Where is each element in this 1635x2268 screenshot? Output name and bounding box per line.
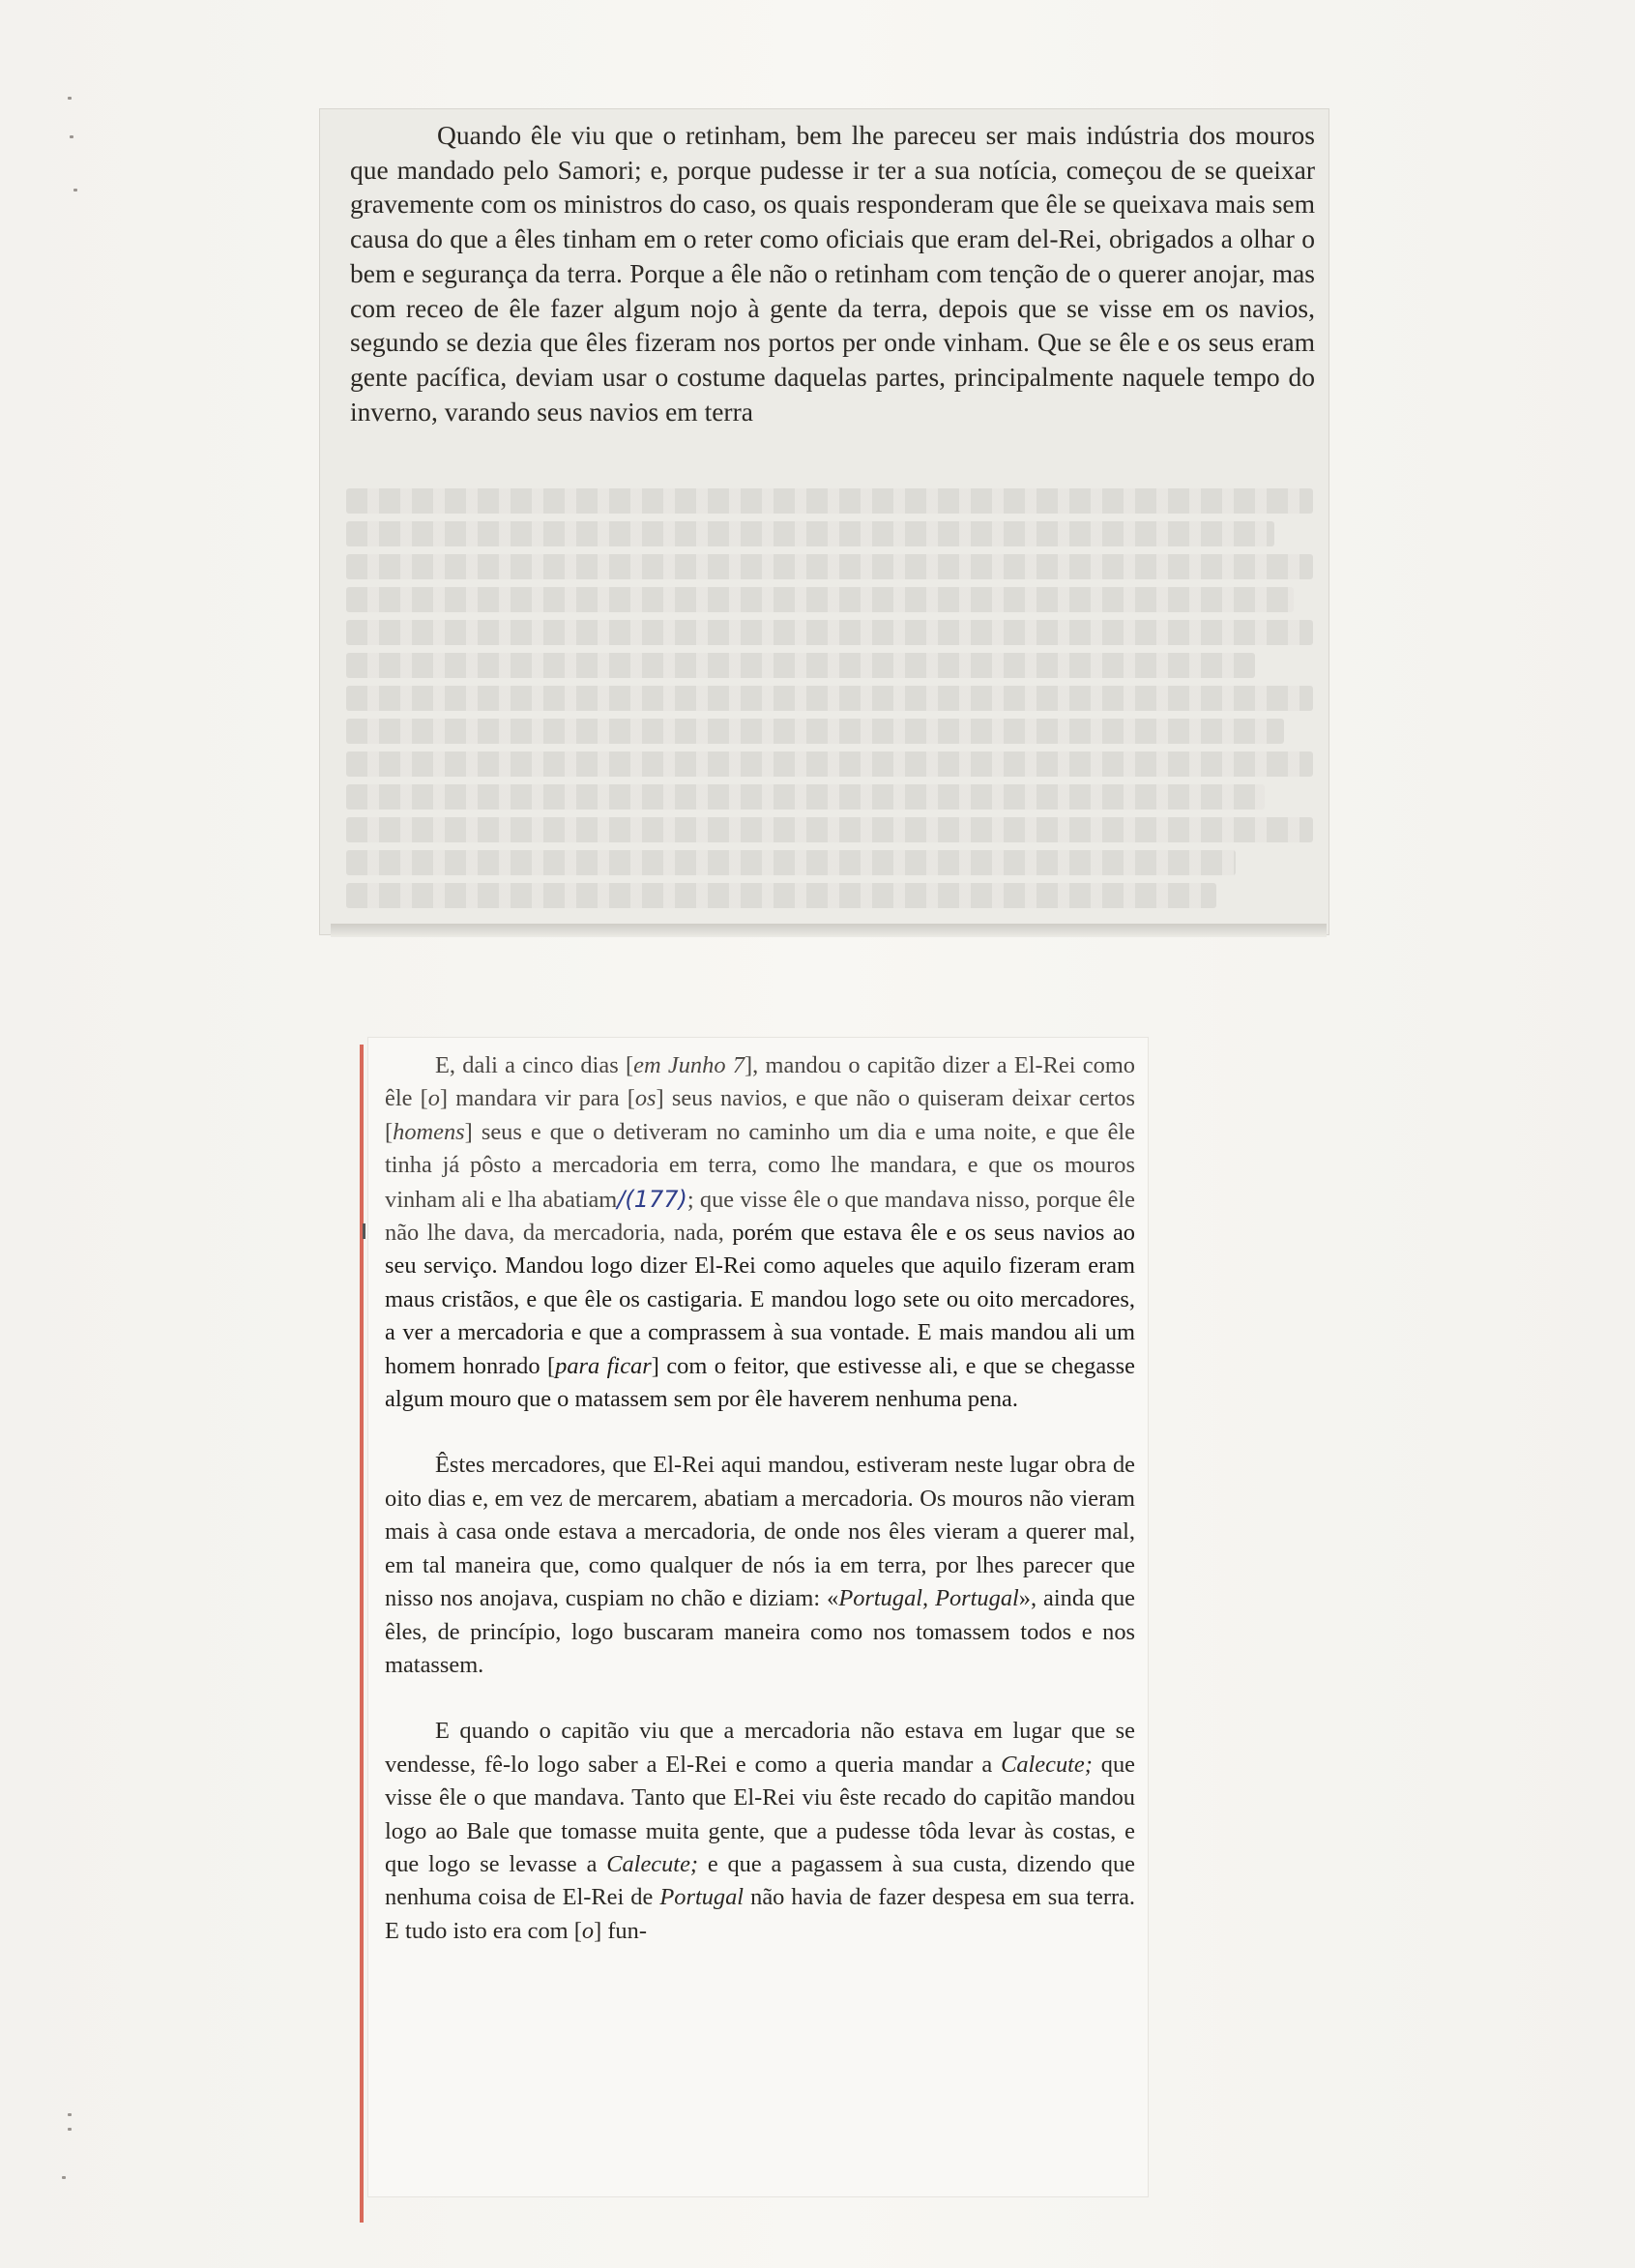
margin-speck: [68, 2113, 72, 2116]
pencil-mark: [363, 1223, 365, 1239]
upper-paragraph: Quando êle viu que o retinham, bem lhe pareceu ser mais indústria dos mouros que mandado pelo Samori; e, porque pudesse ir ter a sua notícia, começou de se queixar gravemente com os ministros do caso, os quais responderam que êle se queixava mais sem causa do que a êles tinham em o reter como oficiais que eram del-Rei, obrigados a olhar o bem e segurança da terra. Porque a êle não o retinham com tenção de o querer anojar, mas com receo de êle fazer algum nojo à gente da terra, depois que se visse em os navios, segundo se dezia que êles fizeram nos portos per onde vinham. Que se êle e os seus eram gente pacífica, deviam usar o costume daquelas partes, principalmente naquele tempo do inverno, varando seus navios em terra: [350, 120, 1315, 427]
margin-speck: [68, 97, 72, 100]
handwritten-note: /(177): [617, 1185, 687, 1213]
upper-clipping-text: [350, 118, 1315, 428]
margin-speck: [62, 2176, 66, 2179]
margin-speck: [70, 135, 73, 138]
paragraph-3: E quando o capitão viu que a mercadoria não estava em lugar que se vendesse, fê-lo logo saber a El-Rei e como a queria mandar a Calecute; que visse êle o que mandava. Tanto que El-Rei viu êste recado do capitão mandou logo ao Bale que tomasse muita gente, que a pudesse tôda levar às costas, e que logo se levasse a Calecute; e que a pagassem à sua custa, dizendo que nenhuma coisa de El-Rei de Portugal não havia de fazer despesa em sua terra. E tudo isto era com [o] fun-: [385, 1718, 1135, 1944]
upper-clipping-shadow: [331, 924, 1327, 937]
paragraph-2: Êstes mercadores, que El-Rei aqui mandou, estiveram neste lugar obra de oito dias e, em vez de mercarem, abatiam a mercadoria. Os mouros não vieram mais à casa onde estava a mercadoria, de onde nos êles vieram a querer mal, em tal maneira que, como qualquer de nós ia em terra, por lhes parecer que nisso nos anojava, cuspiam no chão e diziam: «Portugal, Portugal», ainda que êles, de princípio, logo buscaram maneira como nos tomassem todos e nos matassem.: [385, 1452, 1135, 1678]
show-through-text: [346, 488, 1313, 914]
paragraph-1: E, dali a cinco dias [em Junho 7], mandou o capitão dizer a El-Rei como êle [o] mandara vir para [os] seus navios, e que não o quiseram deixar certos [homens] seus e que o detiveram no caminho um dia e uma noite, e que êle tinha já pôsto a mercadoria em terra, como lhe mandara, e que os mouros vinham ali e lha abatiam/(177); que visse êle o que mandava nisso, porque êle não lhe dava, da mercadoria, nada, porém que estava êle e os seus navios ao seu serviço. Mandou logo dizer El-Rei como aqueles que aquilo fizeram eram maus cristãos, e que êle os castigaria. E mandou logo sete ou oito mercadores, a ver a mercadoria e que a comprassem à sua vontade. E mais mandou ali um homem honrado [para ficar] com o feitor, que estivesse ali, e que se chegasse algum mouro que o matassem sem por êle haverem nenhuma pena.: [385, 1052, 1136, 1413]
margin-speck: [73, 189, 77, 191]
margin-speck: [68, 2128, 72, 2131]
red-margin-line: [360, 1045, 364, 2223]
clipping-cut-edge: [350, 455, 1317, 493]
lower-clipping-text: [385, 1049, 1135, 1948]
